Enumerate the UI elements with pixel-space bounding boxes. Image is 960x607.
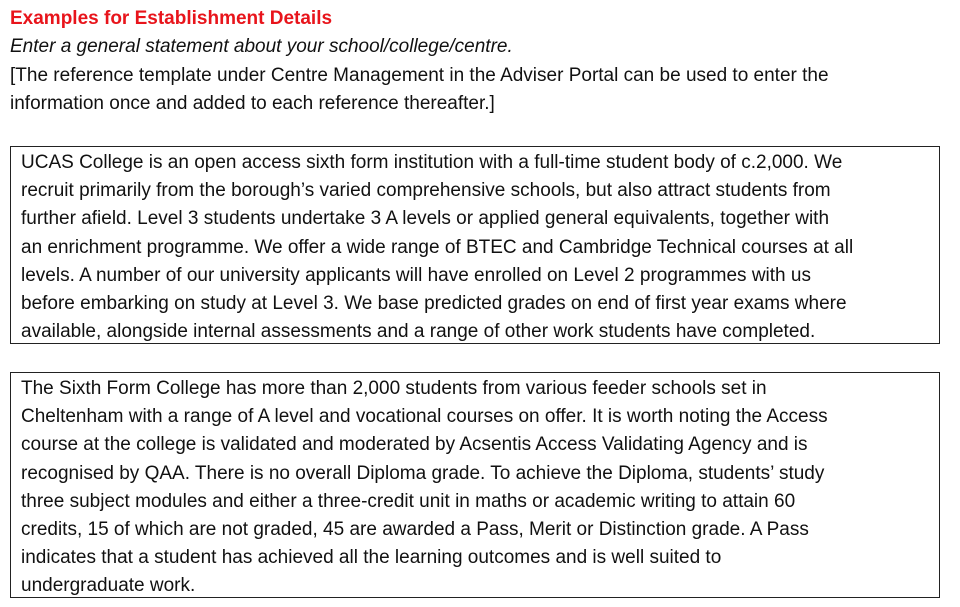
example-line: available, alongside internal assessments and a range of other work students have completed. [21, 321, 816, 343]
example-line: three subject modules and either a three-credit unit in maths or academic writing to attain 60 [21, 490, 796, 512]
example-box-ucas-college [10, 146, 940, 344]
example-line: credits, 15 of which are not graded, 45 are awarded a Pass, Merit or Distinction grade. A Pass [21, 519, 809, 541]
template-note [10, 62, 945, 118]
note-line: [The reference template under Centre Management in the Adviser Portal can be used to enter the [10, 65, 829, 86]
example-line: The Sixth Form College has more than 2,000 students from various feeder schools set in [21, 378, 767, 399]
example-line: UCAS College is an open access sixth form institution with a full-time student body of c.2,000. We [21, 152, 843, 173]
example-line: levels. A number of our university applicants will have enrolled on Level 2 programmes with us [21, 264, 811, 286]
example-line: Cheltenham with a range of A level and vocational courses on offer. It is worth noting the Access [21, 406, 828, 428]
example-line: recognised by QAA. There is no overall Diploma grade. To achieve the Diploma, students’ study [21, 462, 825, 484]
example-line: an enrichment programme. We offer a wide range of BTEC and Cambridge Technical courses at all [21, 236, 854, 258]
example-box-sixth-form-college [10, 372, 940, 598]
note-line: information once and added to each reference thereafter.] [10, 93, 495, 114]
instruction-text: Enter a general statement about your school/college/centre. [10, 36, 513, 57]
example-line: course at the college is validated and moderated by Acsentis Access Validating Agency and is [21, 434, 808, 456]
example-line: recruit primarily from the borough’s varied comprehensive schools, but also attract students from [21, 180, 831, 202]
example-line: before embarking on study at Level 3. We base predicted grades on end of first year exams where [21, 293, 847, 315]
example-line: further afield. Level 3 students undertake 3 A levels or applied general equivalents, together with [21, 208, 830, 230]
example-line: undergraduate work. [21, 575, 196, 597]
section-heading: Examples for Establishment Details [10, 8, 333, 29]
example-line: indicates that a student has achieved all the learning outcomes and is well suited to [21, 547, 722, 569]
